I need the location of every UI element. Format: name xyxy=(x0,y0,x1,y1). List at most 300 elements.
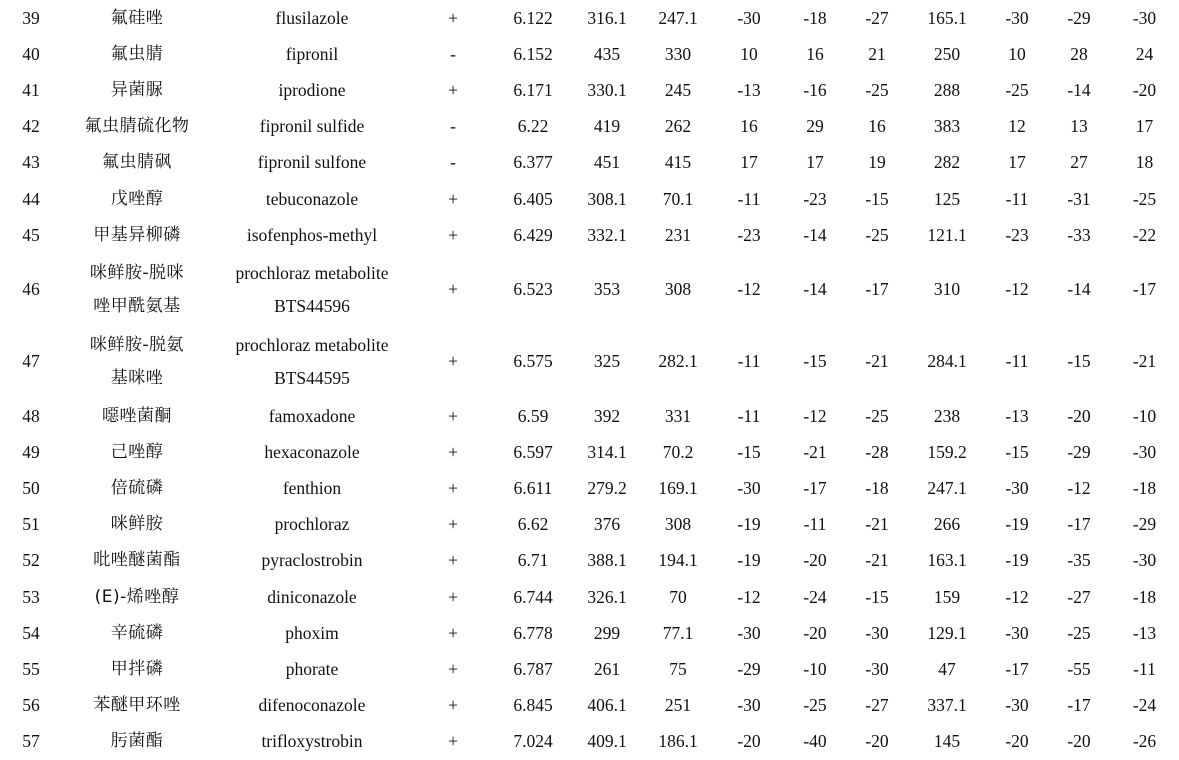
english-name-cell-line: diniconazole xyxy=(267,586,357,607)
value-cell: -17 xyxy=(865,279,889,299)
value-cell: -21 xyxy=(865,514,889,535)
chinese-name-cell-line: 苯醚甲环唑 xyxy=(93,695,181,716)
retention-time-cell: 6.845 xyxy=(513,695,553,716)
value-cell: 17 xyxy=(806,152,824,173)
product-ion-cell: 308 xyxy=(664,279,692,299)
ion-mode-cell: + xyxy=(448,478,458,499)
chinese-name-cell xyxy=(62,507,212,543)
ion-mode-cell: + xyxy=(448,7,458,28)
value-cell: 238 xyxy=(933,405,961,426)
table-row xyxy=(0,507,1179,543)
precursor-ion-cell: 409.1 xyxy=(587,731,627,752)
row-number-cell: 51 xyxy=(22,514,40,535)
retention-time-cell: 6.122 xyxy=(513,7,553,28)
retention-time-cell: 6.405 xyxy=(513,188,553,209)
product-ion-cell: 194.1 xyxy=(658,550,698,571)
chinese-name-cell-line: 辛硫磷 xyxy=(110,622,164,643)
english-name-cell xyxy=(212,0,412,36)
value-cell: -20 xyxy=(1067,405,1091,426)
value-cell: -33 xyxy=(1067,224,1091,245)
table-row xyxy=(0,109,1179,145)
value-cell: -14 xyxy=(1067,279,1091,299)
table-row xyxy=(0,398,1179,434)
value-cell: 16 xyxy=(806,43,824,64)
precursor-ion-cell: 316.1 xyxy=(587,7,627,28)
value-cell: 21 xyxy=(868,43,886,64)
english-name-cell xyxy=(212,253,412,325)
value-cell: -25 xyxy=(865,224,889,245)
value-cell: -25 xyxy=(865,405,889,426)
precursor-ion-cell: 299 xyxy=(593,622,621,643)
table-row xyxy=(0,615,1179,651)
value-cell: 383 xyxy=(933,116,961,137)
value-cell: -17 xyxy=(803,478,827,499)
value-cell: -11 xyxy=(737,351,761,372)
ion-mode-cell: + xyxy=(448,731,458,752)
value-cell: 288 xyxy=(933,79,961,100)
english-name-cell xyxy=(212,217,412,253)
retention-time-cell: 6.597 xyxy=(513,441,553,462)
retention-time-cell: 6.778 xyxy=(513,622,553,643)
value-cell: -14 xyxy=(1067,79,1091,100)
precursor-ion-cell: 406.1 xyxy=(587,695,627,716)
value-cell: 19 xyxy=(868,152,886,173)
precursor-ion-cell: 353 xyxy=(593,279,621,299)
value-cell: -14 xyxy=(803,224,827,245)
retention-time-cell: 6.171 xyxy=(513,79,553,100)
value-cell: 129.1 xyxy=(927,622,967,643)
product-ion-cell: 247.1 xyxy=(658,7,698,28)
table-row xyxy=(0,181,1179,217)
ion-mode-cell: + xyxy=(448,622,458,643)
precursor-ion-cell: 392 xyxy=(593,405,621,426)
chinese-name-cell xyxy=(62,615,212,651)
retention-time-cell: 7.024 xyxy=(513,731,553,752)
value-cell: -19 xyxy=(737,550,761,571)
ion-mode-cell: + xyxy=(448,514,458,535)
english-name-cell-line: difenoconazole xyxy=(258,695,366,716)
value-cell: -20 xyxy=(1005,731,1029,752)
value-cell: 310 xyxy=(933,279,961,299)
row-number-cell: 44 xyxy=(22,188,40,209)
value-cell: -27 xyxy=(865,695,889,716)
english-name-cell xyxy=(212,615,412,651)
english-name-cell-line: BTS44596 xyxy=(274,295,350,316)
chinese-name-cell xyxy=(62,470,212,506)
table-row xyxy=(0,651,1179,687)
row-number-cell: 54 xyxy=(22,622,40,643)
value-cell: -29 xyxy=(1067,441,1091,462)
english-name-cell xyxy=(212,651,412,687)
product-ion-cell: 251 xyxy=(664,695,692,716)
table-row xyxy=(0,724,1179,760)
value-cell: -10 xyxy=(1132,405,1157,426)
english-name-cell xyxy=(212,470,412,506)
row-number-cell: 43 xyxy=(22,152,40,173)
value-cell: -13 xyxy=(1005,405,1029,426)
retention-time-cell: 6.575 xyxy=(513,351,553,372)
ion-mode-cell: + xyxy=(448,659,458,679)
value-cell: -12 xyxy=(1005,279,1029,299)
ion-mode-cell: + xyxy=(448,405,458,426)
product-ion-cell: 75 xyxy=(669,659,687,679)
english-name-cell xyxy=(212,507,412,543)
chinese-name-cell xyxy=(62,145,212,181)
value-cell: -13 xyxy=(1132,622,1157,643)
row-number-cell: 41 xyxy=(22,79,40,100)
chinese-name-cell-line: 氟硅唑 xyxy=(110,7,164,28)
precursor-ion-cell: 388.1 xyxy=(587,550,627,571)
value-cell: -25 xyxy=(865,79,889,100)
value-cell: -13 xyxy=(737,79,761,100)
value-cell: 16 xyxy=(868,116,886,137)
chinese-name-cell xyxy=(62,398,212,434)
value-cell: 250 xyxy=(933,43,961,64)
chinese-name-cell xyxy=(62,579,212,615)
value-cell: -15 xyxy=(803,351,827,372)
chinese-name-cell-line: 咪鲜胺 xyxy=(110,514,164,535)
chinese-name-cell xyxy=(62,72,212,108)
value-cell: -30 xyxy=(1132,7,1157,28)
english-name-cell xyxy=(212,579,412,615)
value-cell: -15 xyxy=(1067,351,1091,372)
value-cell: -25 xyxy=(1067,622,1091,643)
row-number-cell: 47 xyxy=(22,351,40,372)
value-cell: -24 xyxy=(1132,695,1157,716)
table-row xyxy=(0,72,1179,108)
english-name-cell-line: famoxadone xyxy=(268,405,356,426)
value-cell: -55 xyxy=(1067,659,1091,679)
product-ion-cell: 77.1 xyxy=(662,622,694,643)
row-number-cell: 56 xyxy=(22,695,40,716)
chinese-name-cell-line: 异菌脲 xyxy=(110,79,164,100)
value-cell: 159.2 xyxy=(927,441,967,462)
value-cell: 159 xyxy=(933,586,961,607)
value-cell: -25 xyxy=(1132,188,1157,209)
chinese-name-cell xyxy=(62,724,212,760)
table-row xyxy=(0,543,1179,579)
english-name-cell xyxy=(212,36,412,72)
ion-mode-cell: + xyxy=(448,441,458,462)
row-number-cell: 49 xyxy=(22,441,40,462)
retention-time-cell: 6.152 xyxy=(513,43,553,64)
value-cell: -23 xyxy=(803,188,827,209)
value-cell: 10 xyxy=(740,43,758,64)
value-cell: -35 xyxy=(1067,550,1091,571)
table-row xyxy=(0,217,1179,253)
chinese-name-cell-line: 己唑醇 xyxy=(110,441,164,462)
product-ion-cell: 415 xyxy=(664,152,692,173)
ion-mode-cell: + xyxy=(448,586,458,607)
ion-mode-cell: + xyxy=(448,279,458,299)
product-ion-cell: 282.1 xyxy=(658,351,698,372)
english-name-cell-line: iprodione xyxy=(278,79,346,100)
chinese-name-cell-line: 倍硫磷 xyxy=(110,478,164,499)
english-name-cell-line: flusilazole xyxy=(275,7,349,28)
english-name-cell-line: pyraclostrobin xyxy=(261,550,363,571)
product-ion-cell: 186.1 xyxy=(658,731,698,752)
value-cell: 145 xyxy=(933,731,961,752)
value-cell: -31 xyxy=(1067,188,1091,209)
precursor-ion-cell: 435 xyxy=(593,43,621,64)
retention-time-cell: 6.59 xyxy=(517,405,549,426)
value-cell: -30 xyxy=(1132,550,1157,571)
value-cell: -12 xyxy=(803,405,827,426)
english-name-cell-line: BTS44595 xyxy=(274,367,350,388)
precursor-ion-cell: 326.1 xyxy=(587,586,627,607)
value-cell: -19 xyxy=(737,514,761,535)
chinese-name-cell xyxy=(62,651,212,687)
value-cell: -26 xyxy=(1132,731,1157,752)
value-cell: 337.1 xyxy=(927,695,967,716)
retention-time-cell: 6.787 xyxy=(513,659,553,679)
english-name-cell xyxy=(212,109,412,145)
value-cell: 282 xyxy=(933,152,961,173)
precursor-ion-cell: 451 xyxy=(593,152,621,173)
product-ion-cell: 331 xyxy=(664,405,692,426)
row-number-cell: 50 xyxy=(22,478,40,499)
value-cell: 17 xyxy=(1008,152,1026,173)
precursor-ion-cell: 332.1 xyxy=(587,224,627,245)
english-name-cell-line: tebuconazole xyxy=(265,188,359,209)
product-ion-cell: 70.1 xyxy=(662,188,694,209)
table-row xyxy=(0,253,1179,325)
english-name-cell xyxy=(212,72,412,108)
chinese-name-cell xyxy=(62,109,212,145)
english-name-cell-line: hexaconazole xyxy=(264,441,360,462)
value-cell: -30 xyxy=(737,695,761,716)
product-ion-cell: 70 xyxy=(669,586,687,607)
ion-mode-cell: - xyxy=(450,152,456,173)
precursor-ion-cell: 308.1 xyxy=(587,188,627,209)
precursor-ion-cell: 376 xyxy=(593,514,621,535)
chinese-name-cell xyxy=(62,253,212,325)
chinese-name-cell-line: 氟虫腈硫化物 xyxy=(84,116,190,137)
value-cell: -30 xyxy=(1132,441,1157,462)
english-name-cell-line: fipronil sulfone xyxy=(257,152,367,173)
value-cell: -11 xyxy=(737,188,761,209)
value-cell: 266 xyxy=(933,514,961,535)
ion-mode-cell: + xyxy=(448,224,458,245)
ion-mode-cell: + xyxy=(448,695,458,716)
retention-time-cell: 6.523 xyxy=(513,279,553,299)
english-name-cell-line: trifloxystrobin xyxy=(261,731,363,752)
value-cell: -19 xyxy=(1005,550,1029,571)
english-name-cell-line: prochloraz metabolite xyxy=(235,262,389,283)
english-name-cell-line: fipronil sulfide xyxy=(259,116,365,137)
value-cell: -30 xyxy=(1005,695,1029,716)
value-cell: 13 xyxy=(1070,116,1088,137)
english-name-cell-line: phorate xyxy=(285,659,339,679)
row-number-cell: 52 xyxy=(22,550,40,571)
value-cell: -21 xyxy=(865,550,889,571)
value-cell: -18 xyxy=(1132,586,1157,607)
precursor-ion-cell: 261 xyxy=(593,659,621,679)
row-number-cell: 53 xyxy=(22,586,40,607)
english-name-cell-line: fipronil xyxy=(285,43,339,64)
value-cell: 163.1 xyxy=(927,550,967,571)
value-cell: -15 xyxy=(865,188,889,209)
value-cell: -18 xyxy=(1132,478,1157,499)
chinese-name-cell xyxy=(62,36,212,72)
table-row xyxy=(0,470,1179,506)
english-name-cell xyxy=(212,688,412,724)
value-cell: -25 xyxy=(1005,79,1029,100)
value-cell: -19 xyxy=(1005,514,1029,535)
chinese-name-cell-line: 吡唑醚菌酯 xyxy=(93,550,181,571)
value-cell: -20 xyxy=(803,550,827,571)
chinese-name-cell xyxy=(62,326,212,398)
english-name-cell-line: isofenphos-methyl xyxy=(246,224,378,245)
precursor-ion-cell: 325 xyxy=(593,351,621,372)
value-cell: -11 xyxy=(1005,188,1029,209)
chinese-name-cell-line: 基咪唑 xyxy=(110,367,164,388)
chinese-name-cell-line: 唑甲酰氨基 xyxy=(93,295,181,316)
value-cell: 29 xyxy=(806,116,824,137)
precursor-ion-cell: 279.2 xyxy=(587,478,627,499)
precursor-ion-cell: 419 xyxy=(593,116,621,137)
table-row xyxy=(0,688,1179,724)
retention-time-cell: 6.611 xyxy=(513,478,553,499)
value-cell: -10 xyxy=(803,659,827,679)
value-cell: -20 xyxy=(1132,79,1157,100)
value-cell: 47 xyxy=(938,659,956,679)
value-cell: -20 xyxy=(865,731,889,752)
value-cell: 10 xyxy=(1008,43,1026,64)
chinese-name-cell-line: 氟虫腈砜 xyxy=(102,152,172,173)
value-cell: -16 xyxy=(803,79,827,100)
table-row xyxy=(0,36,1179,72)
row-number-cell: 57 xyxy=(22,731,40,752)
value-cell: -23 xyxy=(1005,224,1029,245)
table-row xyxy=(0,145,1179,181)
value-cell: -30 xyxy=(737,622,761,643)
product-ion-cell: 245 xyxy=(664,79,692,100)
value-cell: -17 xyxy=(1005,659,1029,679)
value-cell: -22 xyxy=(1132,224,1157,245)
english-name-cell xyxy=(212,181,412,217)
value-cell: -21 xyxy=(865,351,889,372)
retention-time-cell: 6.744 xyxy=(513,586,553,607)
row-number-cell: 48 xyxy=(22,405,40,426)
retention-time-cell: 6.71 xyxy=(517,550,549,571)
chinese-name-cell-line: 甲拌磷 xyxy=(110,659,164,679)
value-cell: -29 xyxy=(1067,7,1091,28)
table-row xyxy=(0,326,1179,398)
product-ion-cell: 308 xyxy=(664,514,692,535)
value-cell: 12 xyxy=(1008,116,1026,137)
value-cell: -40 xyxy=(803,731,827,752)
chinese-name-cell-line: 戊唑醇 xyxy=(110,188,164,209)
value-cell: -27 xyxy=(1067,586,1091,607)
value-cell: -12 xyxy=(737,586,761,607)
english-name-cell-line: phoxim xyxy=(285,622,339,643)
chinese-name-cell-line: 咪鲜胺-脱咪 xyxy=(89,262,185,283)
value-cell: -20 xyxy=(803,622,827,643)
table-row xyxy=(0,579,1179,615)
value-cell: 28 xyxy=(1070,43,1088,64)
chinese-name-cell xyxy=(62,0,212,36)
retention-time-cell: 6.62 xyxy=(517,514,549,535)
chinese-name-cell-line: 甲基异柳磷 xyxy=(93,224,181,245)
english-name-cell xyxy=(212,434,412,470)
value-cell: -15 xyxy=(737,441,761,462)
value-cell: 284.1 xyxy=(927,351,967,372)
value-cell: -23 xyxy=(737,224,761,245)
value-cell: -20 xyxy=(1067,731,1091,752)
row-number-cell: 39 xyxy=(22,7,40,28)
chinese-name-cell-line: 肟菌酯 xyxy=(110,731,164,752)
ion-mode-cell: + xyxy=(448,79,458,100)
value-cell: -11 xyxy=(1133,659,1156,679)
english-name-cell xyxy=(212,724,412,760)
value-cell: -15 xyxy=(865,586,889,607)
value-cell: 165.1 xyxy=(927,7,967,28)
value-cell: 121.1 xyxy=(927,224,967,245)
retention-time-cell: 6.22 xyxy=(517,116,549,137)
value-cell: -25 xyxy=(803,695,827,716)
chinese-name-cell xyxy=(62,434,212,470)
value-cell: 125 xyxy=(933,188,961,209)
ion-mode-cell: + xyxy=(448,188,458,209)
value-cell: -12 xyxy=(1067,478,1091,499)
english-name-cell xyxy=(212,398,412,434)
product-ion-cell: 231 xyxy=(664,224,692,245)
value-cell: 24 xyxy=(1135,43,1154,64)
chinese-name-cell xyxy=(62,543,212,579)
value-cell: -30 xyxy=(865,622,889,643)
chinese-name-cell xyxy=(62,217,212,253)
table-row xyxy=(0,434,1179,470)
product-ion-cell: 330 xyxy=(664,43,692,64)
value-cell: 27 xyxy=(1070,152,1088,173)
value-cell: -11 xyxy=(1005,351,1029,372)
value-cell: -30 xyxy=(737,7,761,28)
chinese-name-cell-line: 噁唑菌酮 xyxy=(102,405,172,426)
value-cell: 16 xyxy=(740,116,758,137)
chinese-name-cell xyxy=(62,181,212,217)
value-cell: -18 xyxy=(803,7,827,28)
value-cell: 18 xyxy=(1135,152,1154,173)
value-cell: -29 xyxy=(1132,514,1157,535)
value-cell: -21 xyxy=(1132,351,1157,372)
chinese-name-cell-line: 咪鲜胺-脱氨 xyxy=(89,334,185,355)
value-cell: 247.1 xyxy=(927,478,967,499)
product-ion-cell: 70.2 xyxy=(662,441,694,462)
table-row xyxy=(0,0,1179,36)
row-number-cell: 46 xyxy=(22,279,40,299)
row-number-cell: 55 xyxy=(22,659,40,679)
value-cell: -30 xyxy=(865,659,889,679)
value-cell: -20 xyxy=(737,731,761,752)
english-name-cell xyxy=(212,145,412,181)
english-name-cell-line: prochloraz xyxy=(274,514,350,535)
value-cell: -27 xyxy=(865,7,889,28)
chinese-name-cell xyxy=(62,688,212,724)
chinese-name-cell-line: 氟虫腈 xyxy=(110,43,164,64)
english-name-cell-line: fenthion xyxy=(282,478,342,499)
value-cell: -30 xyxy=(1005,478,1029,499)
value-cell: -12 xyxy=(737,279,761,299)
value-cell: -30 xyxy=(1005,622,1029,643)
value-cell: -28 xyxy=(865,441,889,462)
value-cell: 17 xyxy=(740,152,758,173)
english-name-cell xyxy=(212,326,412,398)
product-ion-cell: 169.1 xyxy=(658,478,698,499)
value-cell: -30 xyxy=(737,478,761,499)
value-cell: -17 xyxy=(1067,695,1091,716)
chinese-name-cell-line: (E)-烯唑醇 xyxy=(94,586,180,607)
